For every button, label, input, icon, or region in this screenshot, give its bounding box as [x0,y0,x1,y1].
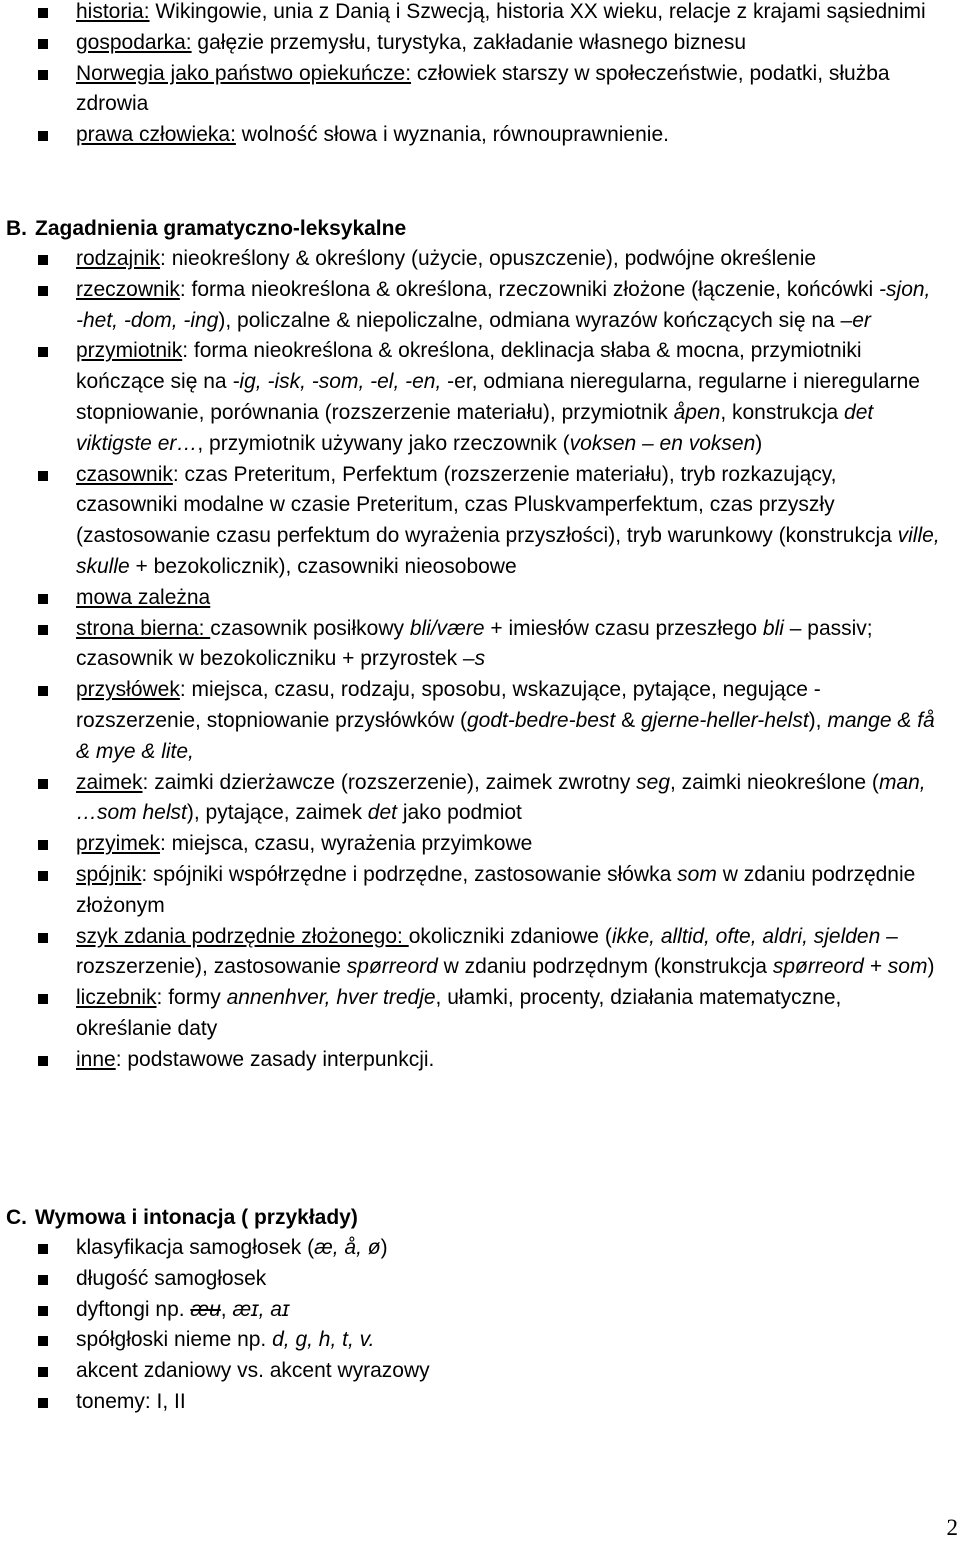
item-label: szyk zdania podrzędnie złożonego: [76,924,409,948]
item-text: ), policzalne & niepoliczalne, odmiana wyrazów kończących się na [218,308,841,332]
item-text: : czas Preteritum, Perfektum (rozszerzenie materiału), tryb rozkazujący, czasowniki modalne w czasie Preteritum, czas Pluskvamperfektum, czas przyszły (zastosowanie czasu perfektum do wyrażenia przyszłości), tryb warunkowy (konstrukcja [76,462,898,548]
item-text: jako podmiot [396,801,522,825]
item-text: : forma nieokreślona & określona, deklinacja słaba & mocna, przymiotniki kończące się na [76,339,862,394]
item-text: + bezokolicznik), czasowniki nieosobowe [129,554,517,578]
list-item [0,120,960,151]
square-bullet-icon [38,871,48,881]
page-number: 2 [946,1515,958,1540]
item-text: : zaimki dzierżawcze (rozszerzenie), zaimek zwrotny [142,770,637,794]
item-text: -sjon, -het, -dom, -ing [76,277,931,332]
square-bullet-icon [38,1398,48,1408]
item-text: : formy [156,986,227,1010]
square-bullet-icon [38,779,48,789]
item-text: w zdaniu podrzędnie złożonym [76,862,916,917]
item-text: : forma nieokreślona & określona, rzeczowniki złożone (łączenie, końcówki [179,277,880,301]
item-text: , ułamki, procenty, działania matematyczne, określanie daty [76,986,842,1040]
item-text: det viktigste er… [76,400,874,455]
item-text: æ, å, ø [314,1236,381,1259]
item-text: ) [380,1236,388,1259]
list-item [0,1387,960,1418]
item-text: : miejsca, czasu, wyrażenia przyimkowe [160,832,533,856]
item-text: ), [808,708,828,732]
list-item [0,860,960,922]
item-label: liczebnik [76,986,157,1010]
item-text: voksen – en voksen [569,431,756,455]
section-b-heading [6,214,406,244]
square-bullet-icon [38,994,48,1004]
square-bullet-icon [38,8,48,18]
item-label: przymiotnik [76,339,183,363]
item-text: wolność słowa i wyznania, równouprawnienie. [235,123,669,147]
item-text: d, g, h, t, v. [272,1328,375,1352]
section-letter: B. [6,217,27,240]
item-text: –s [462,647,486,671]
item-label: przysłówek [76,678,180,702]
item-text: spørreord [346,955,438,979]
square-bullet-icon [38,1275,48,1285]
item-text: + imiesłów czasu przeszłego [484,616,763,640]
item-text: ikke, alltid, ofte, aldri, sjelden [611,924,881,948]
item-text: som [677,862,717,886]
square-bullet-icon [38,686,48,696]
item-text: -ig, -isk, -som, -el, -en, [232,370,442,394]
item-text: godt-bedre-best [467,708,616,732]
list-item [0,1264,960,1295]
square-bullet-icon [38,471,48,481]
item-label: mowa zależna [76,585,211,609]
square-bullet-icon [38,625,48,635]
item-text: spółgłoski nieme np. [76,1328,273,1352]
square-bullet-icon [38,70,48,80]
item-label: rodzajnik [76,247,161,270]
square-bullet-icon [38,594,48,604]
item-text: Wikingowie, unia z Danią i Szwecją, historia XX wieku, relacje z krajami sąsiednimi [149,0,926,23]
list-item [0,1325,960,1356]
item-label: przyimek [76,832,161,856]
square-bullet-icon [38,840,48,850]
list-item [0,768,960,830]
list-item [0,1356,960,1387]
section-title: Wymowa i intonacja ( przykłady) [35,1206,358,1229]
list-item [0,28,960,59]
item-text: klasyfikacja samogłosek ( [76,1236,315,1259]
square-bullet-icon [38,1306,48,1316]
item-text: bli [762,616,784,640]
item-label: strona bierna: [76,616,211,640]
item-text: – rozszerzenie), zastosowanie [76,924,898,979]
item-text: długość samogłosek [76,1266,267,1290]
square-bullet-icon [38,1056,48,1066]
list-item [0,460,960,583]
item-text: man, …som helst [76,770,926,825]
square-bullet-icon [38,255,48,265]
item-text: ville, skulle [76,524,940,578]
square-bullet-icon [38,39,48,49]
list-item [0,675,960,767]
section-a-list [0,0,960,151]
list-item [0,336,960,459]
square-bullet-icon [38,1244,48,1254]
item-text: gjerne-heller-helst [640,708,809,732]
item-text: -er, odmiana nieregularna, regularne i nieregularne stopniowanie, porównania (rozszerzenie materiału), przymiotnik [76,370,920,424]
square-bullet-icon [38,286,48,296]
item-text: –er [840,308,871,332]
item-text: , konstrukcja [720,400,845,424]
item-label: gospodarka: [76,30,192,54]
item-text: seg [636,770,671,794]
square-bullet-icon [38,1336,48,1346]
item-text: spørreord + som [772,955,928,979]
item-label: rzeczownik [76,277,180,301]
item-text: – passiv; czasownik w bezokoliczniku + przyrostek [76,616,873,671]
item-label: historia: [76,0,150,23]
item-text: dyftongi np. [76,1297,191,1321]
list-item [0,922,960,984]
item-text: : podstawowe zasady interpunkcji. [115,1047,435,1071]
item-text: : nieokreślony & określony (użycie, opuszczenie), podwójne określenie [160,247,817,270]
item-text: : miejsca, czasu, rodzaju, sposobu, wskazujące, pytające, negujące - rozszerzenie, stopniowanie przysłówków ( [76,678,821,732]
list-item [0,0,960,28]
item-label: Norwegia jako państwo opiekuńcze: [76,61,412,85]
item-text: tonemy: I, II [76,1389,186,1413]
item-text: człowiek starszy w społeczeństwie, podatki, służba zdrowia [76,61,890,116]
square-bullet-icon [38,347,48,357]
item-text: ), pytające, zaimek [186,801,368,825]
list-item [0,583,960,614]
item-text: , przymiotnik używany jako rzeczownik ( [197,431,570,455]
list-item [0,1295,960,1326]
square-bullet-icon [38,933,48,943]
list-item [0,59,960,121]
item-label: prawa człowieka: [76,123,236,147]
list-item [0,275,960,337]
square-bullet-icon [38,131,48,141]
item-text: , zaimki nieokreślone ( [670,770,879,794]
item-text: : spójniki współrzędne i podrzędne, zastosowanie słówka [141,862,678,886]
item-label: czasownik [76,462,173,486]
item-text: ) [755,431,763,455]
section-title: Zagadnienia gramatyczno-leksykalne [35,217,407,240]
item-label: spójnik [76,862,142,886]
item-text: , [220,1297,233,1321]
section-letter: C. [6,1206,27,1229]
list-item [0,614,960,676]
list-item [0,829,960,860]
item-text: æʉ [190,1297,221,1321]
list-item [0,1233,960,1264]
square-bullet-icon [38,1367,48,1377]
item-text: czasownik posiłkowy [210,616,410,640]
item-text: gałęzie przemysłu, turystyka, zakładanie własnego biznesu [191,30,747,54]
list-item [0,1045,960,1076]
item-text: ) [927,955,935,979]
item-text: åpen [673,400,721,424]
item-text: æɪ, aɪ [232,1297,290,1321]
section-c-list [0,1233,960,1418]
item-text: bli/være [409,616,485,640]
item-text: & [615,708,641,732]
section-b-list [0,244,960,1076]
section-c-heading [6,1203,358,1233]
item-text: akcent zdaniowy vs. akcent wyrazowy [76,1359,430,1383]
item-label: inne [76,1047,116,1071]
item-text: mange & få & mye & lite, [76,708,935,763]
item-text: w zdaniu podrzędnym (konstrukcja [437,955,773,979]
item-text: det [367,801,397,825]
item-label: zaimek [76,770,143,794]
list-item [0,983,960,1045]
item-text: annenhver, hver tredje [226,986,436,1010]
item-text: okoliczniki zdaniowe ( [408,924,612,948]
list-item [0,244,960,275]
